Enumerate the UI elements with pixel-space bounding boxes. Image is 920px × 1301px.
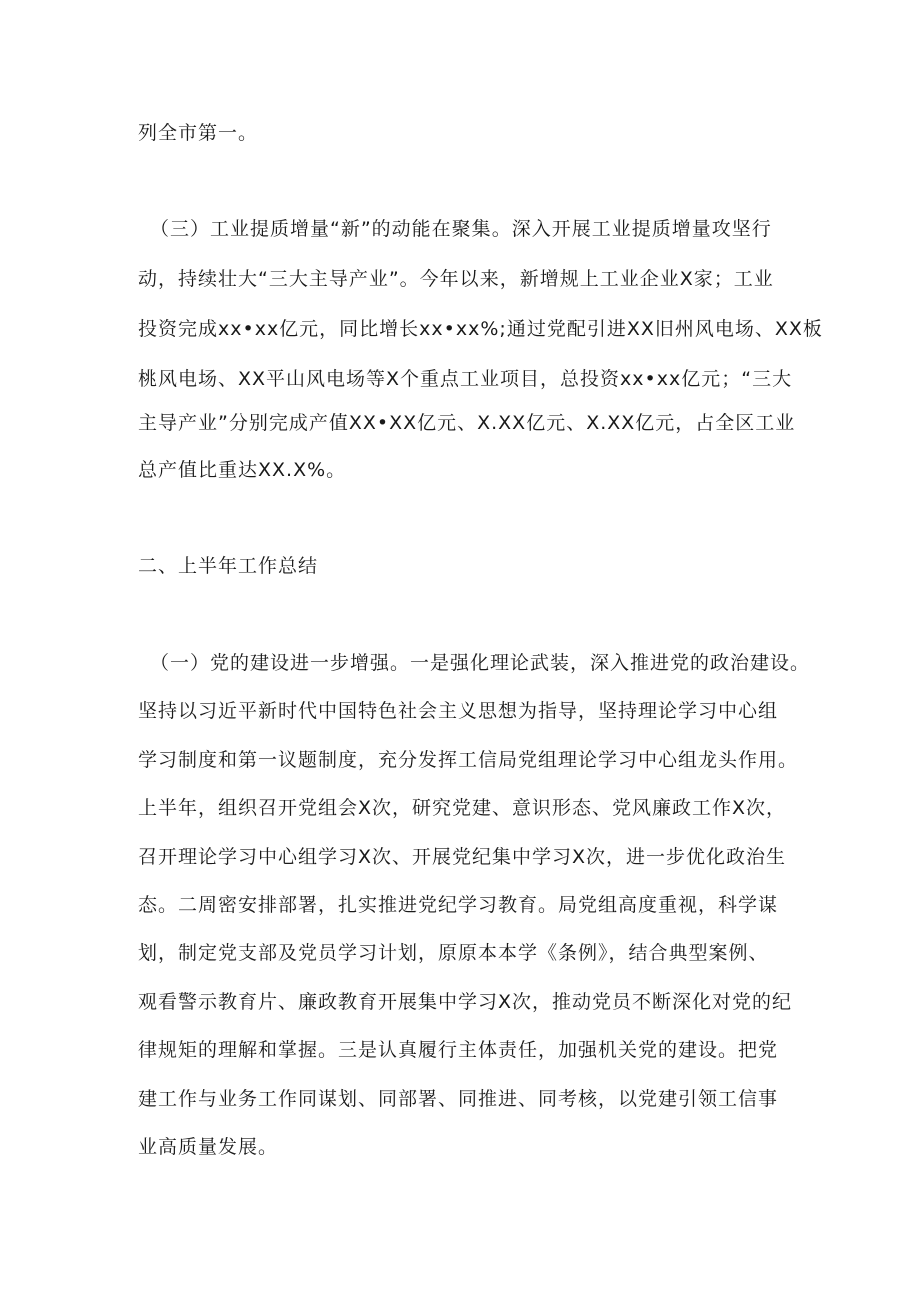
section-heading-line: （三）工业提质增量“新”的动能在聚集。深入开展工业提质增量攻坚行 — [150, 218, 772, 240]
paragraph-line: 业高质量发展。 — [138, 1136, 279, 1158]
paragraph-line: 列全市第一。 — [138, 122, 259, 144]
paragraph-line: 动，持续壮大“三大主导产业”。今年以来，新增规上工业企业X家；工业 — [138, 268, 774, 290]
paragraph-line: 律规矩的理解和掌握。三是认真履行主体责任，加强机关党的建设。把党 — [138, 1039, 779, 1061]
paragraph-line: 投资完成xx•xx亿元，同比增长xx•xx%;通过党配引进XX旧州风电场、XX板 — [138, 318, 823, 340]
paragraph-line: 坚持以习近平新时代中国特色社会主义思想为指导，坚持理论学习中心组 — [138, 700, 779, 722]
paragraph-line: 总产值比重达XX.X%。 — [138, 459, 347, 481]
paragraph-line: 建工作与业务工作同谋划、同部署、同推进、同考核，以党建引领工信事 — [138, 1088, 779, 1110]
paragraph-line: 学习制度和第一议题制度，充分发挥工信局党组理论学习中心组龙头作用。 — [138, 749, 799, 771]
paragraph-line: 态。二周密安排部署，扎实推进党纪学习教育。局党组高度重视，科学谋 — [138, 894, 779, 916]
paragraph-line: 召开理论学习中心组学习X次、开展党纪集中学习X次，进一步优化政治生 — [138, 846, 787, 868]
paragraph-line: 桃风电场、XX平山风电场等X个重点工业项目，总投资xx•xx亿元；“三大 — [138, 368, 793, 390]
section-title: 二、上半年工作总结 — [138, 555, 319, 577]
paragraph-line: 划，制定党支部及党员学习计划，原原本本学《条例》，结合典型案例、 — [138, 942, 769, 964]
paragraph-line: 观看警示教育片、廉政教育开展集中学习X次，推动党员不断深化对党的纪 — [138, 991, 793, 1013]
paragraph-line: 主导产业”分别完成产值XX•XX亿元、X.XX亿元、X.XX亿元，占全区工业 — [138, 412, 796, 434]
section-heading-line: （一）党的建设进一步增强。一是强化理论武装，深入推进党的政治建设。 — [150, 652, 811, 674]
paragraph-line: 上半年，组织召开党组会X次，研究党建、意识形态、党风廉政工作X次， — [138, 797, 787, 819]
